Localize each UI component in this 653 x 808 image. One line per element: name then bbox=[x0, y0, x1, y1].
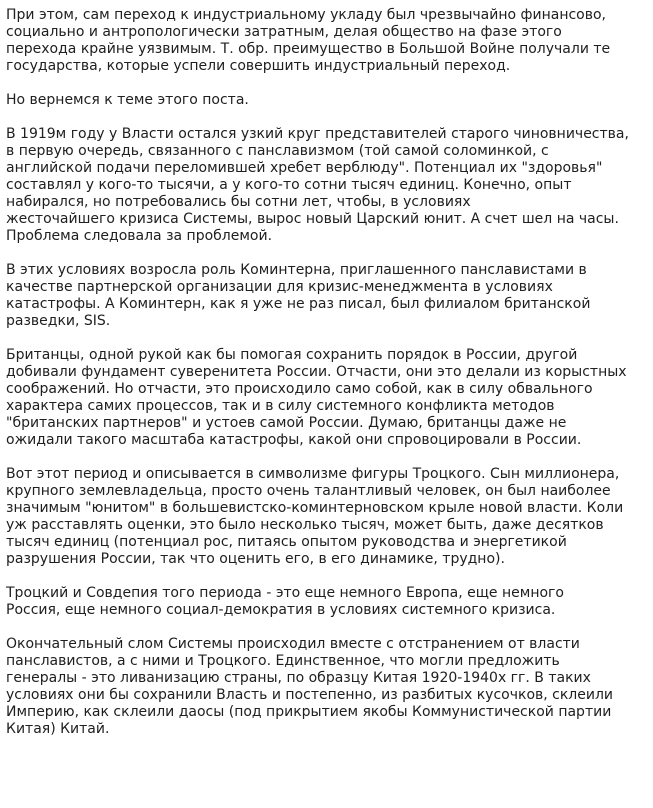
paragraph-sovdepia-period: Троцкий и Совдепия того периода - это еще немного Европа, еще немного Россия, еще немного социал-демократия в условиях системного кризиса. bbox=[6, 585, 564, 618]
paragraph-return-to-topic: Но вернемся к теме этого поста. bbox=[6, 92, 249, 108]
paragraph-1919-officials: В 1919м году у Власти остался узкий круг представителей старого чиновничества, в первую очередь, связанного с панславизмом (той самой соломинкой, с английской подачи переломившей хребет верблюду". Потенциал их "здоровья" составлял у кого-то тысячи, а у кого-то сотни тысяч единиц. Конечно, опыт набирался, но потребовались бы сотни лет, чтобы, в условиях жесточайшего кризиса Системы, вырос новый Царский юнит. А счет шел на часы. Проблема следовала за проблемой. bbox=[6, 126, 629, 244]
paragraph-system-collapse: Окончательный слом Системы происходил вместе с отстранением от власти панславистов, а с ними и Троцкого. Единственное, что могли предложить генералы - это ливанизацию страны, по образцу Китая 1920-1940х гг. В таких условиях они бы сохранили Власть и постепенно, из разбитых кусочков, склеили Империю, как склеили даосы (под прикрытием якобы Коммунистической партии Китая) Китай. bbox=[6, 636, 614, 737]
paragraph-industrial-transition: При этом, сам переход к индустриальному укладу был чрезвычайно финансово, социально и антропологически затратным, делая общество на фазе этого перехода крайне уязвимым. Т. обр. преимущество в Большой Войне получали те государства, которые успели совершить индустриальный переход. bbox=[6, 7, 611, 74]
paragraph-comintern-role: В этих условиях возросла роль Коминтерна, приглашенного панславистами в качестве партнерской организации для кризис-менеджмента в условиях катастрофы. А Коминтерн, как я уже не раз писал, был филиалом британской разведки, SIS. bbox=[6, 262, 591, 329]
paragraph-trotsky-figure: Вот этот период и описывается в символизме фигуры Троцкого. Сын миллионера, крупного землевладельца, просто очень талантливый человек, он был наиболее значимым "юнитом" в большевистско-коминтерновском крыле новой власти. Коли уж расставлять оценки, это было несколько тысяч, может быть, даже десятков тысяч единиц (потенциал рос, питаясь опытом руководства и энергетикой разрушения России, так что оценить его, в его динамике, трудно). bbox=[6, 466, 624, 567]
paragraph-british-role: Британцы, одной рукой как бы помогая сохранить порядок в России, другой добивали фундамент суверенитета России. Отчасти, они это делали из корыстных соображений. Но отчасти, это происходило само собой, как в силу обвального характера самих процессов, так и в силу системного конфликта методов "британских партнеров" и устоев самой России. Думаю, британцы даже не ожидали такого масштаба катастрофы, какой они спровоцировали в России. bbox=[6, 347, 627, 448]
